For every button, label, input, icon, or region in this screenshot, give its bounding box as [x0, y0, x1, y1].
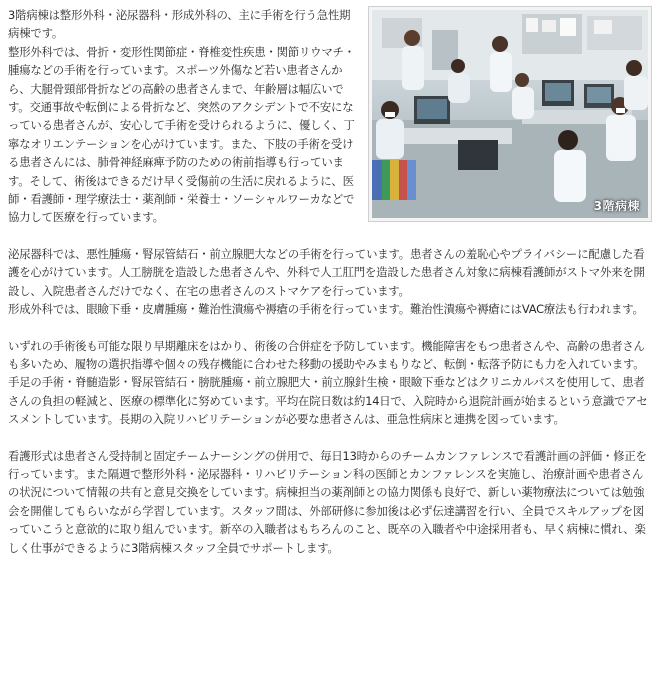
postoperative-care-paragraph: いずれの手術後も可能な限り早期離床をはかり、術後の合併症を予防しています。機能障害をもつ患者さんや、高齢の患者さんも多いため、履物の選択指導や個々の残存機能に合わせた移動の援助やみまもりなど、転倒・転落予防にも力を入れています。手足の手術・脊髄造影・腎尿管結石・膀胱腫瘍・前立腺肥大・前立腺針生検・眼瞼下垂などはクリニカルパスを使用して、患者さんの負担の軽減と、医療の標準化に努めています。平均在院日数は約14日で、入院時から退院計画が始まるという意識でアセスメントしています。長期の入院リハビリテーションが必要な患者さんは、亜急性病床と連携を図っています。	[8, 338, 648, 427]
urology-paragraph: 泌尿器科では、悪性腫瘍・腎尿管結石・前立腺肥大などの手術を行っています。患者さんの羞恥心やプライバシーに配慮した看護を心がけています。人工膀胱を造設した患者さんや、外科で人工肛門を造設した患者さん対象に病棟看護師がストマ外来を開設し、入院患者さんだけでなく、在宅の患者さんのストマケアを行っています。	[8, 246, 645, 298]
nurse-station-illustration	[372, 10, 648, 218]
plastic-surgery-paragraph: 形成外科では、眼瞼下垂・皮膚腫瘍・難治性潰瘍や褥瘡の手術を行っています。難治性潰瘍や褥瘡にはVAC療法も行われます。	[8, 302, 644, 317]
nurse-station-photo	[372, 10, 648, 218]
intro-paragraph: 3階病棟は整形外科・泌尿器科・形成外科の、主に手術を行う急性期病棟です。	[8, 8, 351, 41]
ward-photo-frame	[368, 6, 652, 222]
orthopedics-paragraph: 整形外科では、骨折・変形性関節症・脊椎変性疾患・関節リウマチ・腫瘍などの手術を行っています。スポーツ外傷など若い患者さんから、大腿骨頸部骨折などの高齢の患者さんまで、年齢層は幅広いです。交通事故や転倒による骨折など、突然のアクシデントで不安になっている患者さんが、安心して手術を受けられるように、優しく、丁寧なオリエンテーションを心がけています。また、下肢の手術を受ける患者さんには、肺骨神経麻痺予防のための術前指導も行っています。そして、術後はできるだけ早く受傷前の生活に戻れるように、医師・看護師・理学療法士・薬剤師・栄養士・ソーシャルワーカなどで協力して医療を行っています。	[8, 44, 355, 225]
photo-caption: 3階病棟	[593, 198, 640, 213]
nursing-system-paragraph: 看護形式は患者さん受持制と固定チームナーシングの併用で、毎日13時からのチームカンファレンスで看護計画の評価・修正を行っています。また隔週で整形外科・泌尿器科・リハビリテーション科の医師とカンファレンスを実施し、治療計画や患者さんの状況について情報の共有と意見交換をしています。病棟担当の薬剤師との協力関係も良好で、新しい薬物療法については勉強会を開催してもらいながら学習しています。スタッフ間は、外部研修に参加後は必ず伝達講習を行い、全員でスキルアップを図っていこうと意欲的に取り組んでいます。新卒の入職者はもちろんのこと、既卒の入職者や中途採用者も、早く病棟に慣れ、楽しく仕事ができるように3階病棟スタッフ全員でサポートします。	[8, 448, 647, 555]
ward-introduction	[8, 6, 652, 557]
